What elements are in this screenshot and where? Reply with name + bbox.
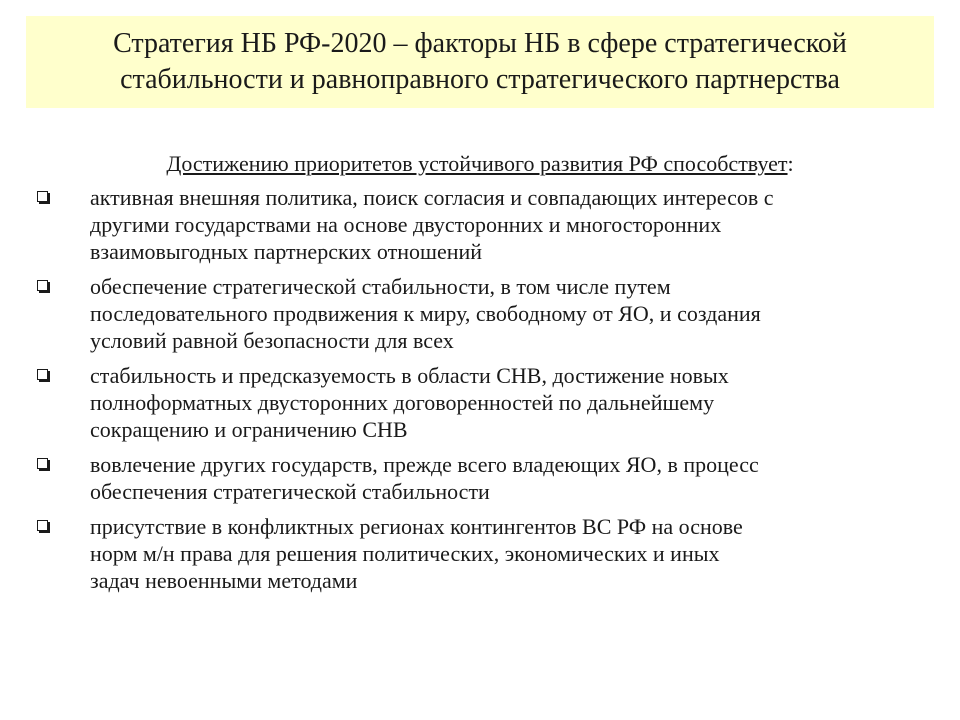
bullet-item — [0, 273, 960, 354]
checkbox-icon — [37, 520, 48, 531]
bullet-line: взаимовыгодных партнерских отношений — [90, 239, 483, 264]
bullet-line: активная внешняя политика, поиск согласия и совпадающих интересов с — [90, 185, 774, 210]
checkbox-icon — [37, 458, 48, 469]
bullet-line: последовательного продвижения к миру, свободному от ЯО, и создания — [90, 301, 761, 326]
checkbox-icon — [37, 280, 48, 291]
bullet-line: сокращению и ограничению СНВ — [90, 417, 408, 442]
checkbox-icon — [37, 191, 48, 202]
intro-suffix: : — [787, 151, 794, 176]
intro-underlined-text: Достижению приоритетов устойчивого развития РФ способствует — [166, 151, 788, 176]
slide-title-line: Стратегия НБ РФ-2020 – факторы НБ в сфере стратегической — [113, 28, 847, 59]
slide-title-box — [26, 16, 934, 108]
bullet-line: обеспечение стратегической стабильности, в том числе путем — [90, 274, 671, 299]
bullet-item — [0, 451, 960, 505]
bullet-line: стабильность и предсказуемость в области СНВ, достижение новых — [90, 363, 729, 388]
bullet-line: норм м/н права для решения политических, экономических и иных — [90, 541, 720, 566]
bullet-line: полноформатных двусторонних договоренностей по дальнейшему — [90, 390, 715, 415]
bullet-line: вовлечение других государств, прежде всего владеющих ЯО, в процесс — [90, 452, 759, 477]
bullet-line: присутствие в конфликтных регионах контингентов ВС РФ на основе — [90, 514, 743, 539]
bullet-item — [0, 184, 960, 265]
bullet-line: обеспечения стратегической стабильности — [90, 479, 490, 504]
bullet-line: задач невоенными методами — [90, 568, 358, 593]
bullet-item — [0, 362, 960, 443]
bullet-list — [0, 184, 960, 602]
bullet-item — [0, 513, 960, 594]
bullet-line: условий равной безопасности для всех — [90, 328, 454, 353]
slide-title-line: стабильности и равноправного стратегического партнерства — [120, 64, 840, 95]
checkbox-icon — [37, 369, 48, 380]
slide-title — [113, 26, 847, 98]
intro-sentence — [0, 150, 960, 178]
bullet-line: другими государствами на основе двусторонних и многосторонних — [90, 212, 722, 237]
